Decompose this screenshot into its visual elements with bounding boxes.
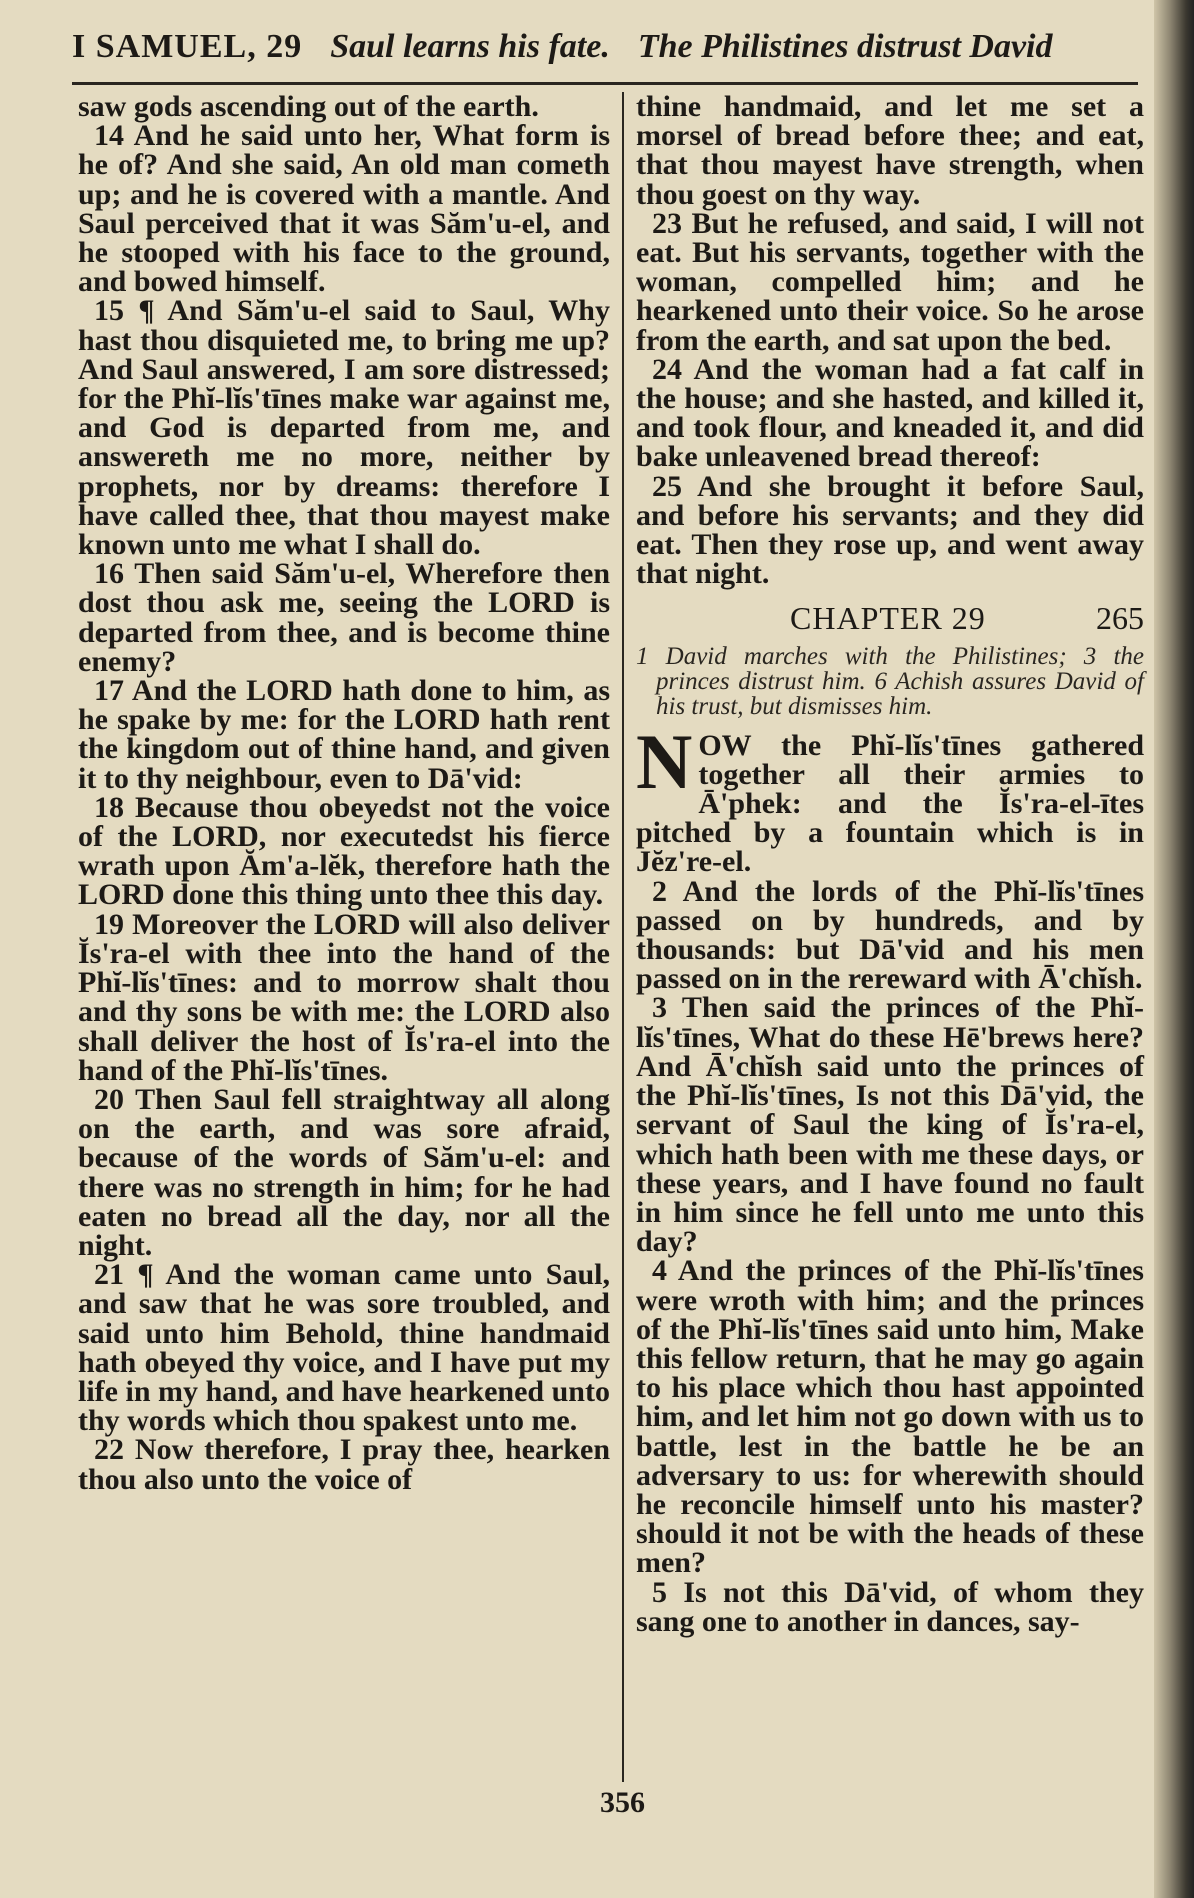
verse: 19 Moreover the LORD will also deliver Ĭs'ra-el with thee into the hand of the Phĭ-lĭs'tīnes: and to morrow shalt thou and thy sons be with me: the LORD also shall deliver the host of Ĭs'ra-el into the hand of the Phĭ-lĭs'tīnes. xyxy=(78,907,610,1087)
verse: 5 Is not this Dā'vid, of whom they sang one to another in dances, say- xyxy=(636,1575,1144,1638)
verse: 20 Then Saul fell straightway all along on the earth, and was sore afraid, because of the words of Săm'u-el: and there was no strength in him; for he had eaten no bread all the day, nor all the night. xyxy=(78,1082,610,1262)
verse: 14 And he said unto her, What form is he of? And she said, An old man cometh up; and he is covered with a mantle. And Saul perceived that it was Săm'u-el, and he stooped with his face to the ground, and bowed himself. xyxy=(78,119,610,299)
verse: 24 And the woman had a fat calf in the house; and she hasted, and killed it, and took flour, and kneaded it, and did bake unleavened bread thereof: xyxy=(636,352,1144,474)
verse: 22 Now therefore, I pray thee, hearken thou also unto the voice of xyxy=(78,1433,610,1496)
header-subtitle-2: The Philistines distrust David xyxy=(637,28,1053,65)
header-rule xyxy=(72,82,1138,85)
verse: 15 ¶ And Săm'u-el said to Saul, Why hast thou disquieted me, to bring me up? And Saul answered, I am sore distressed; for the Phĭ-lĭs'tīnes make war against me, and God is departed from me, and answereth me no more, neither by prophets, nor by dreams: therefore I have called thee, that thou mayest make known unto me what I shall do. xyxy=(78,294,610,562)
column-divider xyxy=(622,92,624,1782)
chapter-title: CHAPTER 29 xyxy=(790,600,986,637)
drop-cap: N xyxy=(636,717,693,805)
verse: 21 ¶ And the woman came unto Saul, and saw that he was sore troubled, and said unto him Behold, thine handmaid hath obeyed thy voice, and I have put my life in my hand, and have hearkened unto thy words which thou spakest unto me. xyxy=(78,1258,610,1438)
chapter-heading xyxy=(636,600,1144,637)
verse: 25 And she brought it before Saul, and before his servants; and they did eat. Then they rose up, and went away that night. xyxy=(636,469,1144,591)
running-header xyxy=(72,28,1138,78)
verse-continuation: saw gods ascending out of the earth. xyxy=(78,90,539,123)
verse: 16 Then said Săm'u-el, Wherefore then dost thou ask me, seeing the LORD is departed from thee, and is become thine enemy? xyxy=(78,557,610,678)
verse: 18 Because thou obeyedst not the voice of the LORD, nor executedst his fierce wrath upon Ăm'a-lĕk, therefore hath the LORD done this thing unto thee this day. xyxy=(78,790,610,912)
header-subtitle: Saul learns his fate. xyxy=(330,28,610,65)
book-chapter-label: I SAMUEL, 29 xyxy=(72,28,303,65)
chapter-summary: 1 David marches with the Philistines; 3 the princes distrust him. 6 Achish assures David of his trust, but dismisses him. xyxy=(636,642,1144,720)
page-number: 356 xyxy=(600,1786,645,1819)
verse: 23 But he refused, and said, I will not eat. But his servants, together with the woman, compelled him; and he hearkened unto their voice. So he arose from the earth, and sat upon the bed. xyxy=(636,206,1144,357)
verse: 3 Then said the princes of the Phĭ-lĭs'tīnes, What do these Hē'brews here? And Ā'chĭsh said unto the princes of the Phĭ-lĭs'tīnes, Is not this Dā'vid, the servant of Saul the king of Ĭs'ra-el, which hath been with me these days, or these years, and I have found no fault in him since he fell unto me unto this day? xyxy=(636,991,1144,1259)
first-verse-text: OW the Phĭ-lĭs'tīnes gathered together all their armies to Ā'phek: and the Ĭs'ra-el-ītes pitched by a fountain which is in Jĕz're-el. xyxy=(636,728,1144,879)
left-column xyxy=(78,92,610,1494)
page-edge-shadow xyxy=(1154,0,1194,1898)
verse-continuation: thine handmaid, and let me set a morsel of bread before thee; and eat, that thou mayest have strength, when thou goest on thy way. xyxy=(636,90,1144,211)
first-verse xyxy=(636,717,1144,879)
verse: 2 And the lords of the Phĭ-lĭs'tīnes passed on by hundreds, and by thousands: but Dā'vid and his men passed on in the rereward with Ā'chĭsh. xyxy=(636,874,1144,996)
chapter-number: 265 xyxy=(1096,600,1144,637)
verse: 17 And the LORD hath done to him, as he spake by me: for the LORD hath rent the kingdom out of thine hand, and given it to thy neighbour, even to Dā'vid: xyxy=(78,674,610,795)
right-column xyxy=(636,92,1144,1636)
verse: 4 And the princes of the Phĭ-lĭs'tīnes were wroth with him; and the princes of the Phĭ-lĭs'tīnes said unto him, Make this fellow return, that he may go again to his place which thou hast appointed him, and let him not go down with us to battle, lest in the battle he be an adversary to us: for wherewith should he reconcile himself unto his master? should it not be with the heads of these men? xyxy=(636,1254,1144,1580)
